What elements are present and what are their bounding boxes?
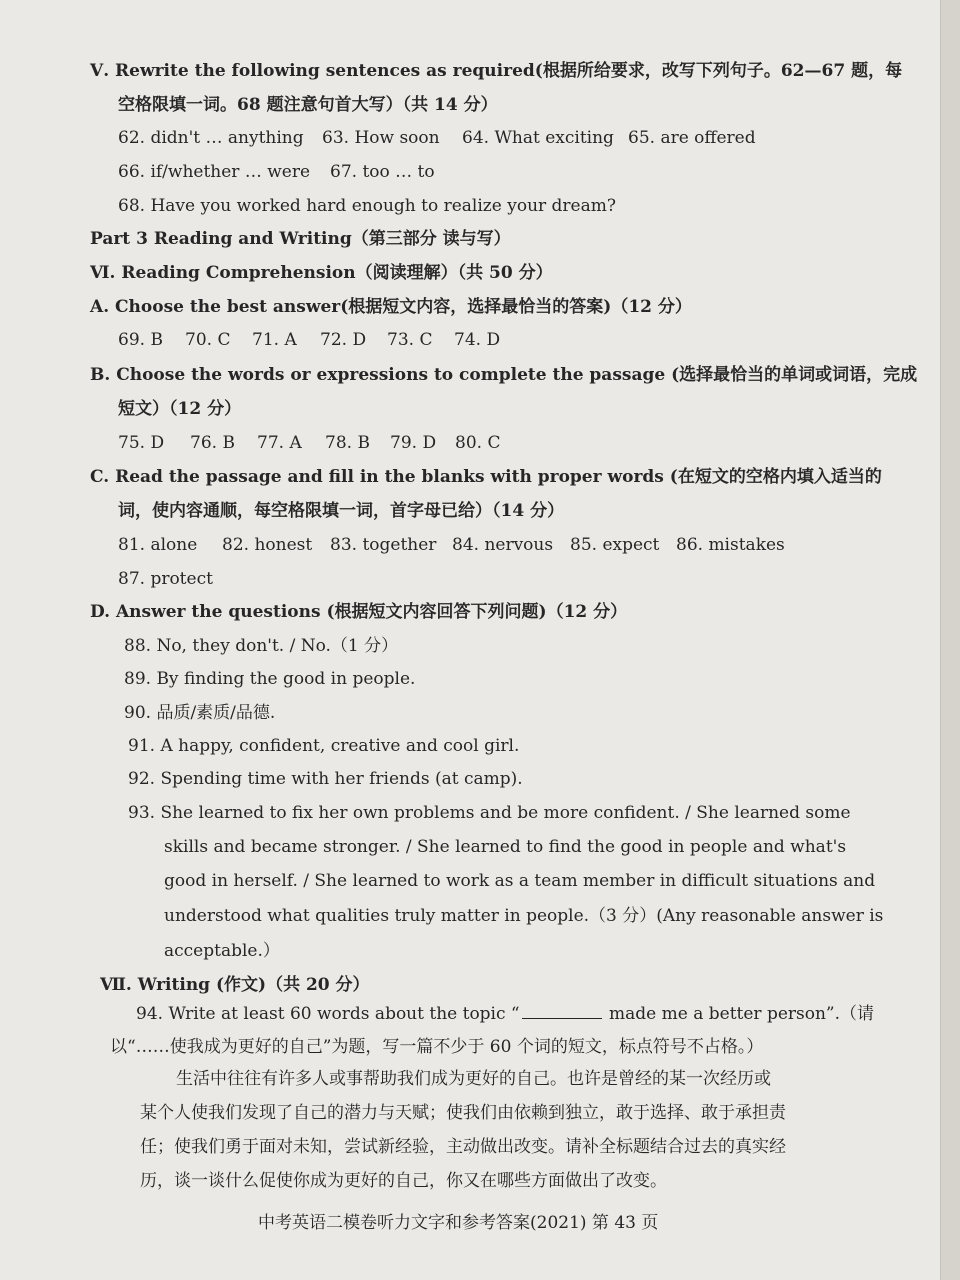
- answer-76: 76. B: [190, 433, 235, 453]
- answer-81: 81. alone: [118, 535, 198, 555]
- writing-prompt-line3: 任；使我们勇于面对未知，尝试新经验，主动做出改变。请补全标题结合过去的真实经: [140, 1137, 786, 1157]
- answer-63: 63. How soon: [322, 128, 440, 148]
- answer-89: 89. By finding the good in people.: [124, 669, 416, 689]
- section6d-heading: D. Answer the questions (根据短文内容回答下列问题)（12 分）: [90, 602, 628, 622]
- section5-heading-line2: 空格限填一词。68 题注意句首大写）（共 14 分）: [118, 95, 498, 115]
- answer-68: 68. Have you worked hard enough to realize your dream?: [118, 196, 616, 216]
- answer-85: 85. expect: [570, 535, 660, 555]
- writing-prompt-line2: 某个人使我们发现了自己的潜力与天赋；使我们由依赖到独立，敢于选择、敢于承担责: [140, 1103, 786, 1123]
- answer-75: 75. D: [118, 433, 165, 453]
- answer-62: 62. didn't … anything: [118, 128, 304, 148]
- answer-74: 74. D: [454, 330, 501, 350]
- question-94-text-start: 94. Write at least 60 words about the topic “: [136, 1004, 520, 1024]
- answer-88: 88. No, they don't. / No.（1 分）: [124, 636, 399, 656]
- answer-93-line1: 93. She learned to fix her own problems and be more confident. / She learned some: [128, 803, 851, 823]
- answer-91: 91. A happy, confident, creative and cool girl.: [128, 736, 520, 756]
- writing-prompt-line1: 生活中往往有许多人或事帮助我们成为更好的自己。也许是曾经的某一次经历或: [176, 1069, 771, 1089]
- section5-heading-line1: Ⅴ. Rewrite the following sentences as required(根据所给要求，改写下列句子。62—67 题，每: [90, 61, 903, 81]
- section6a-heading: A. Choose the best answer(根据短文内容，选择最恰当的答案)（12 分）: [90, 297, 692, 317]
- answer-70: 70. C: [185, 330, 231, 350]
- answer-69: 69. B: [118, 330, 163, 350]
- answer-90: 90. 品质/素质/品德.: [124, 703, 276, 723]
- answer-71: 71. A: [252, 330, 297, 350]
- answer-92: 92. Spending time with her friends (at camp).: [128, 769, 523, 789]
- section6b-heading-line1: B. Choose the words or expressions to complete the passage (选择最恰当的单词或词语，完成: [90, 365, 918, 385]
- section6c-heading-line1: C. Read the passage and fill in the blanks with proper words (在短文的空格内填入适当的: [90, 467, 882, 487]
- answer-86: 86. mistakes: [676, 535, 785, 555]
- answer-66: 66. if/whether … were: [118, 162, 311, 182]
- answer-93-line2: skills and became stronger. / She learned to find the good in people and what's: [164, 837, 847, 857]
- answer-64: 64. What exciting: [462, 128, 614, 148]
- question-94-line1: [136, 1003, 874, 1025]
- section6c-heading-line2: 词，使内容通顺，每空格限填一词，首字母已给）（14 分）: [118, 501, 565, 521]
- answer-83: 83. together: [330, 535, 437, 555]
- answer-77: 77. A: [257, 433, 302, 453]
- writing-prompt-line4: 历，谈一谈什么促使你成为更好的自己，你又在哪些方面做出了改变。: [140, 1171, 667, 1191]
- answer-87: 87. protect: [118, 569, 213, 589]
- page-footer: 中考英语二模卷听力文字和参考答案(2021) 第 43 页: [258, 1213, 659, 1233]
- answer-80: 80. C: [455, 433, 501, 453]
- part3-title: Part 3 Reading and Writing（第三部分 读与写）: [90, 229, 511, 249]
- answer-93-line3: good in herself. / She learned to work as a team member in difficult situations and: [164, 871, 876, 891]
- answer-93-line4: understood what qualities truly matter in people.（3 分）(Any reasonable answer is: [164, 906, 884, 926]
- answer-84: 84. nervous: [452, 535, 554, 555]
- question-94-text-end: made me a better person”.（请: [603, 1004, 875, 1024]
- answer-72: 72. D: [320, 330, 367, 350]
- question-94-line2: 以“……使我成为更好的自己”为题，写一篇不少于 60 个词的短文，标点符号不占格。）: [110, 1037, 764, 1057]
- topic-blank: [522, 1004, 602, 1019]
- answer-78: 78. B: [325, 433, 370, 453]
- answer-93-line5: acceptable.）: [164, 941, 280, 961]
- section6b-heading-line2: 短文）（12 分）: [118, 399, 242, 419]
- answer-79: 79. D: [390, 433, 437, 453]
- section6-heading: Ⅵ. Reading Comprehension（阅读理解）（共 50 分）: [90, 263, 553, 283]
- section7-heading: Ⅶ. Writing (作文)（共 20 分）: [100, 975, 370, 995]
- answer-82: 82. honest: [222, 535, 313, 555]
- answer-67: 67. too … to: [330, 162, 435, 182]
- answer-65: 65. are offered: [628, 128, 756, 148]
- answer-73: 73. C: [387, 330, 433, 350]
